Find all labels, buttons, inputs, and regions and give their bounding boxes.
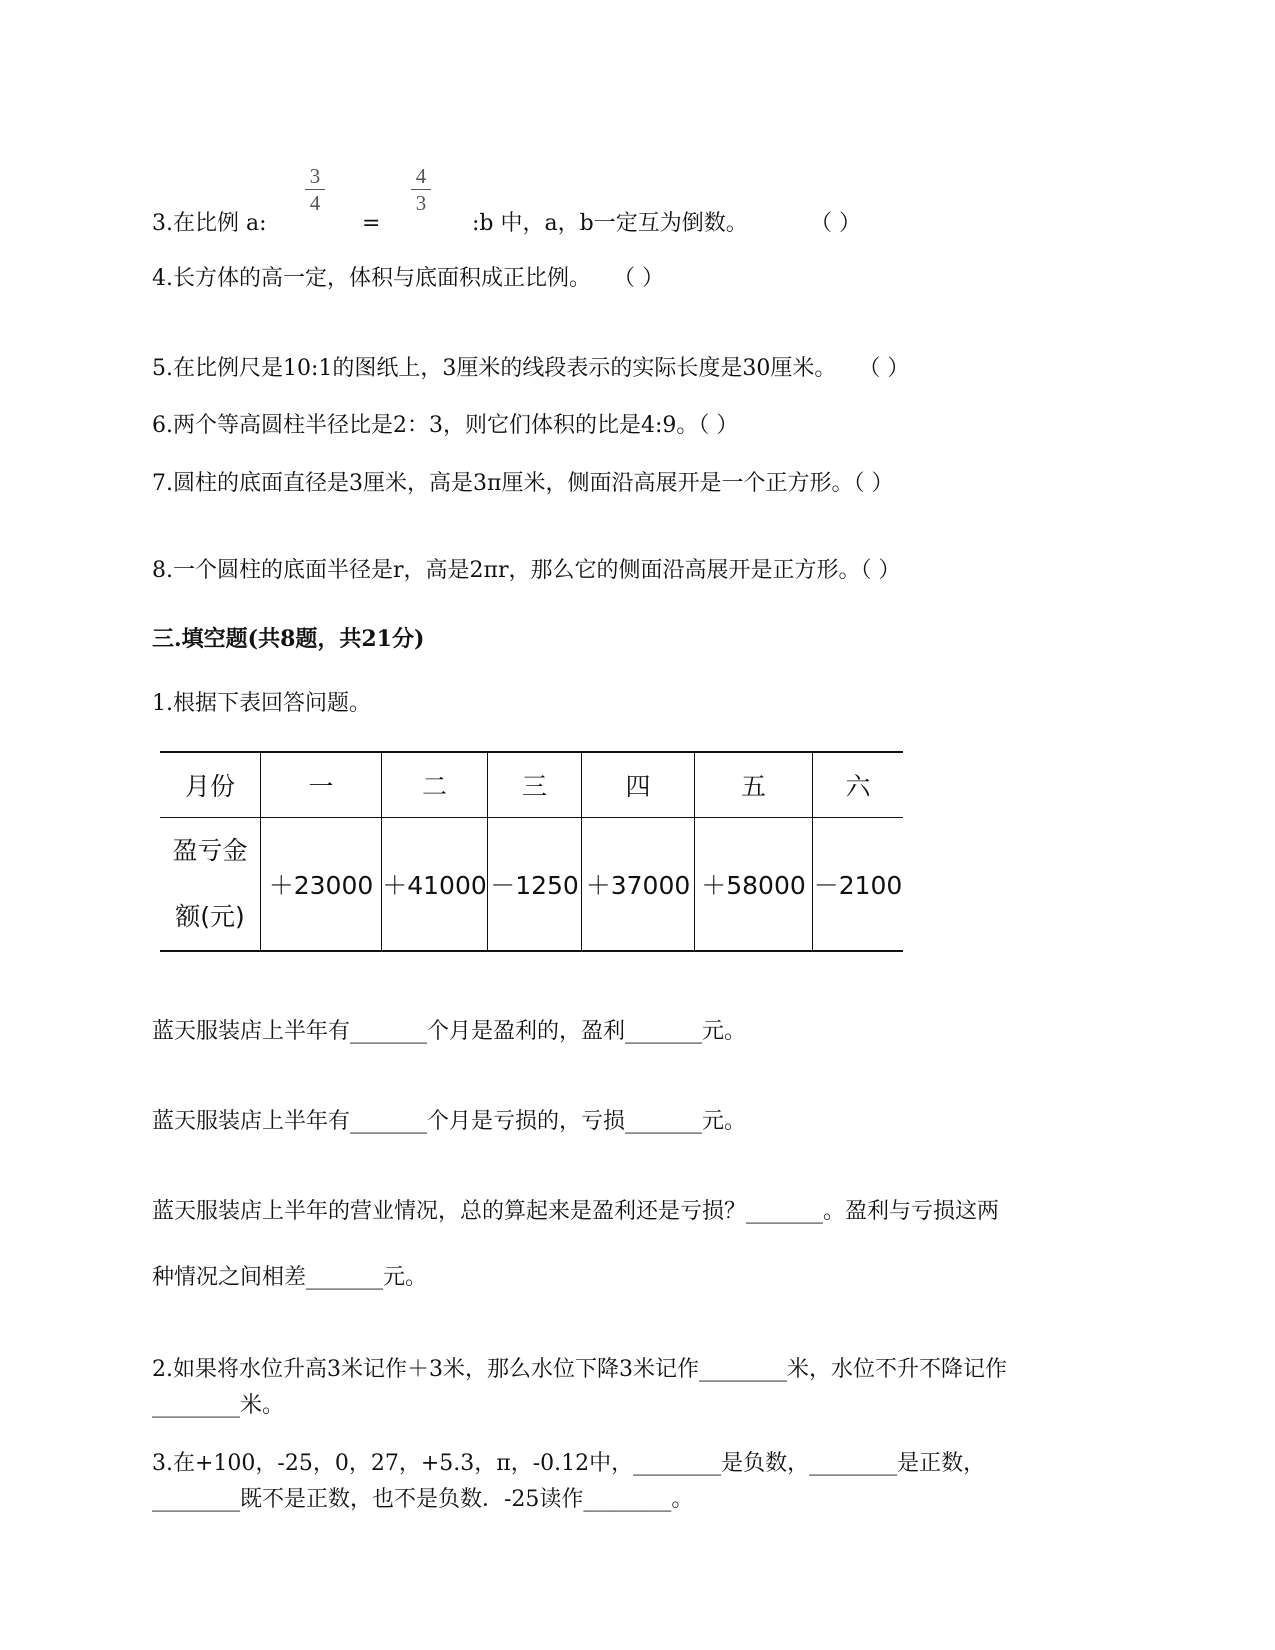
- q3-prefix: 3.在比例 a:: [152, 211, 267, 236]
- month-cell: 五: [695, 752, 813, 818]
- amount-cell: ＋37000: [582, 818, 695, 952]
- amount-label-line2: 额(元): [175, 902, 245, 931]
- month-cell: 六: [813, 752, 904, 818]
- month-header-cell: 月份: [160, 752, 261, 818]
- amount-header-cell: [160, 818, 261, 952]
- question-6: 6.两个等高圆柱半径比是2：3，则它们体积的比是4:9。（ ）: [152, 413, 739, 438]
- q3-equals: =: [362, 211, 381, 236]
- amount-cell: ＋23000: [261, 818, 382, 952]
- profit-loss-table: [160, 751, 903, 952]
- amount-cell: －2100: [813, 818, 904, 952]
- question-3-text: [152, 210, 267, 238]
- amount-cell: ＋58000: [695, 818, 813, 952]
- fraction-three-quarters: [305, 165, 325, 214]
- question-4: 4.长方体的高一定，体积与底面积成正比例。 （ ）: [152, 266, 664, 291]
- fill-question-1a: 蓝天服装店上半年有_______个月是盈利的，盈利_______元。: [152, 1019, 747, 1044]
- section-3-title: 三.填空题(共8题，共21分): [152, 626, 425, 652]
- fill-question-1b: 蓝天服装店上半年有_______个月是亏损的，亏损_______元。: [152, 1109, 747, 1134]
- table-row: [160, 818, 903, 952]
- fraction-numerator: 4: [415, 164, 427, 188]
- question-7: 7.圆柱的底面直径是3厘米，高是3π厘米，侧面沿高展开是一个正方形。（ ）: [152, 471, 894, 496]
- fill-question-2-line2: ________米。: [152, 1393, 285, 1418]
- q3-paren: （ ）: [810, 211, 861, 236]
- fraction-denominator: 3: [415, 191, 427, 215]
- fill-question-3-line1: 3.在+100，-25，0，27，+5.3，π，-0.12中，________是负数，________是正数，: [152, 1451, 986, 1476]
- month-cell: 三: [488, 752, 582, 818]
- fraction-four-thirds: [411, 165, 431, 214]
- month-cell: 四: [582, 752, 695, 818]
- question-5: 5.在比例尺是10:1的图纸上，3厘米的线段表示的实际长度是30厘米。 （ ）: [152, 356, 910, 381]
- fraction-numerator: 3: [309, 164, 321, 188]
- table-row: [160, 752, 903, 818]
- month-cell: 二: [382, 752, 488, 818]
- question-8: 8.一个圆柱的底面半径是r，高是2πr，那么它的侧面沿高展开是正方形。（ ）: [152, 558, 901, 583]
- fraction-denominator: 4: [309, 191, 321, 215]
- amount-cell: ＋41000: [382, 818, 488, 952]
- month-cell: 一: [261, 752, 382, 818]
- fill-question-1c-line2: 种情况之间相差_______元。: [152, 1265, 428, 1290]
- q3-suffix: :b 中，a，b一定互为倒数。: [472, 211, 748, 236]
- fill-question-2-line1: 2.如果将水位升高3米记作＋3米，那么水位下降3米记作________米，水位不升不降记作: [152, 1357, 1007, 1382]
- amount-label-line1: 盈亏金: [172, 836, 248, 865]
- fill-question-1c-line1: 蓝天服装店上半年的营业情况，总的算起来是盈利还是亏损？_______。盈利与亏损这两: [152, 1199, 1000, 1224]
- fill-question-3-line2: ________既不是正数，也不是负数．-25读作________。: [152, 1487, 694, 1512]
- fill-question-1-intro: 1.根据下表回答问题。: [152, 691, 371, 716]
- amount-cell: －1250: [488, 818, 582, 952]
